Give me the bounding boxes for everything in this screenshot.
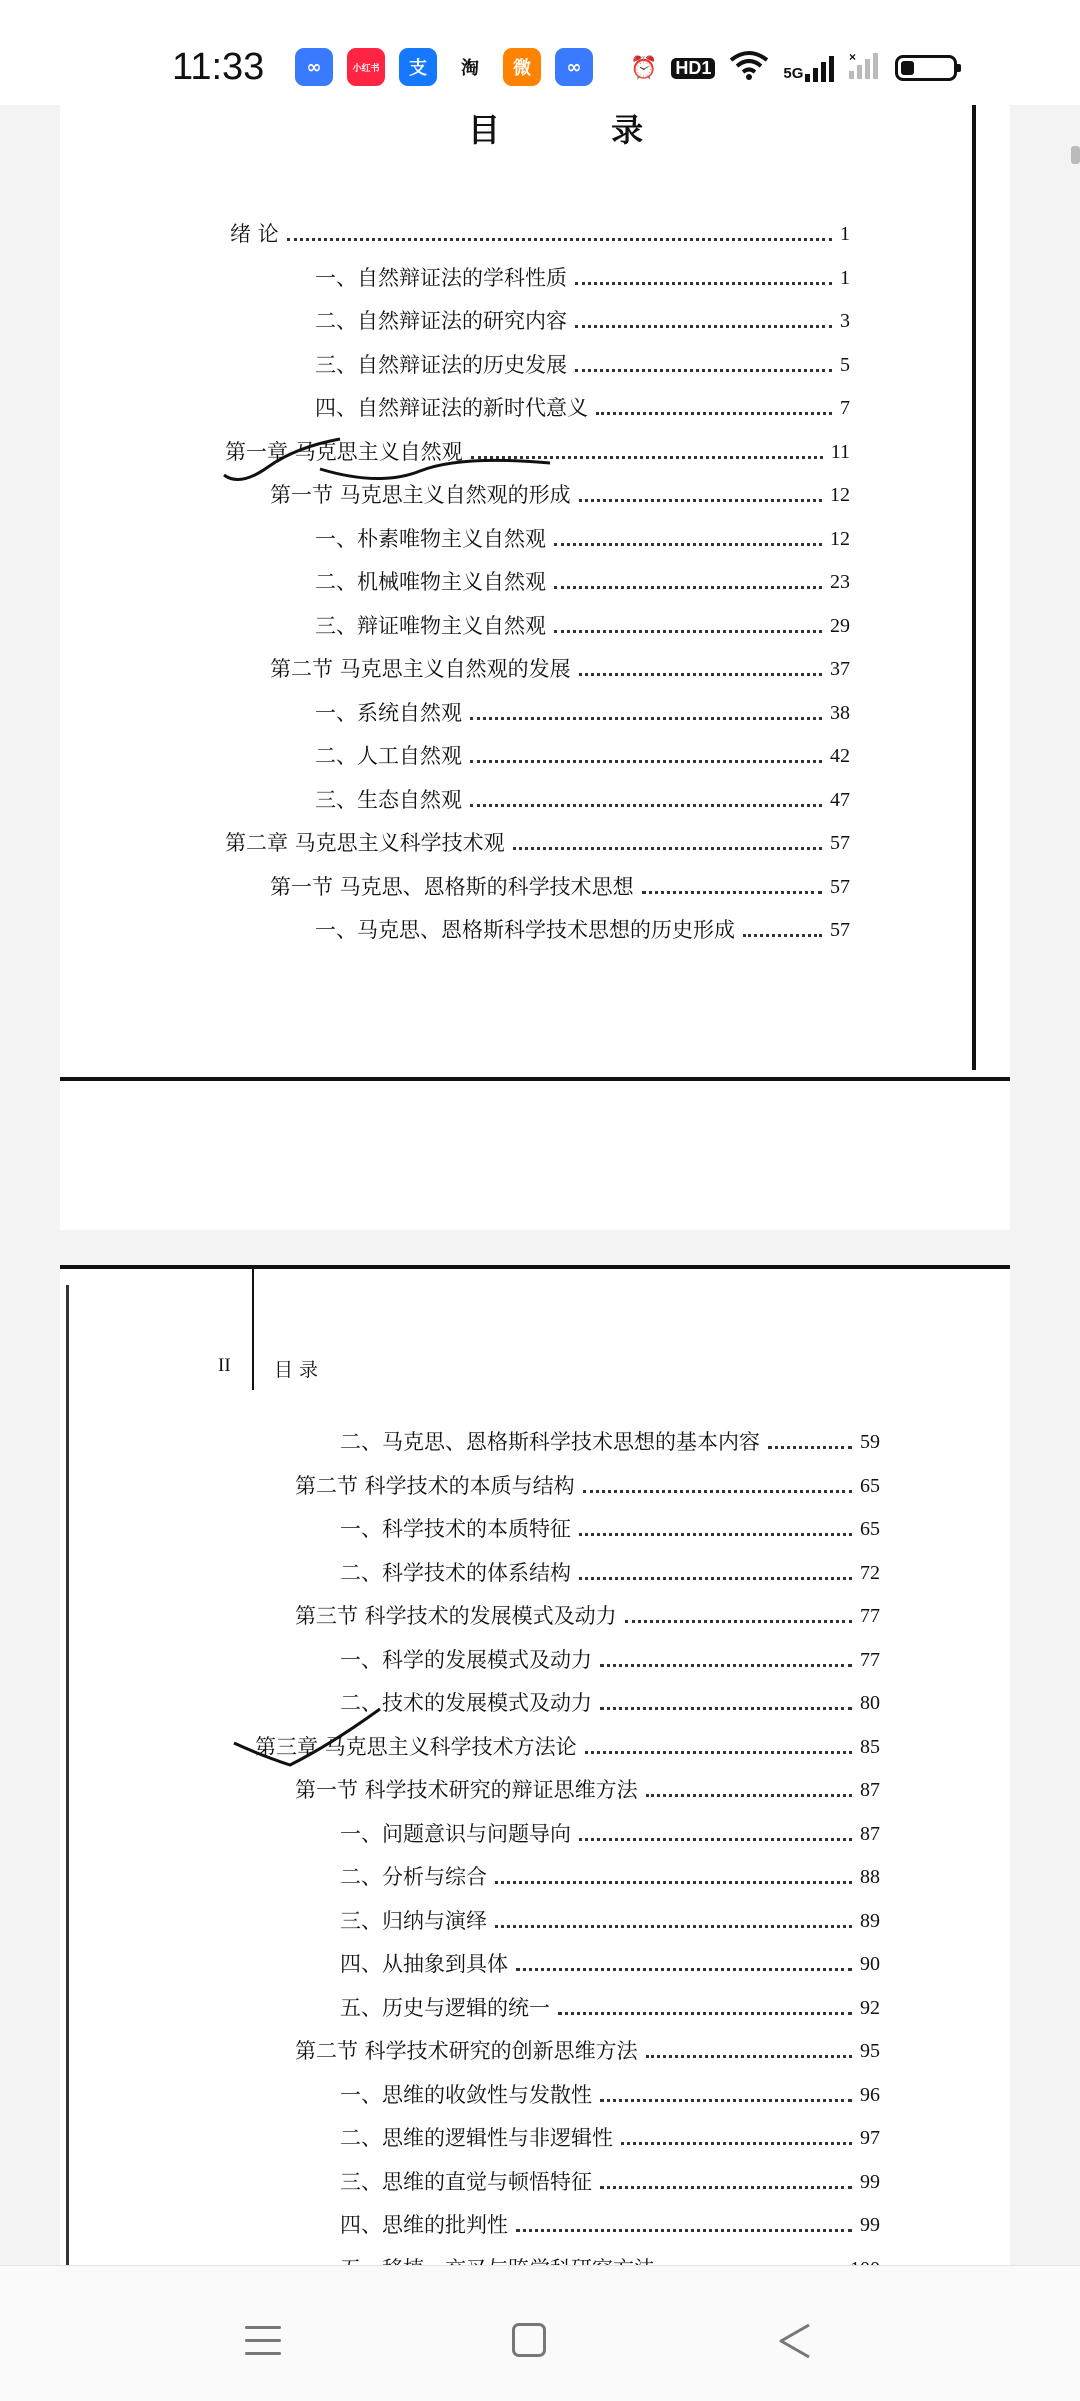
page-left-edge	[66, 1285, 69, 2265]
toc-entry[interactable]	[270, 860, 850, 900]
toc-entry[interactable]	[340, 2111, 880, 2151]
toc-entry-label: 一、朴素唯物主义自然观	[315, 526, 546, 551]
handwritten-mark-2	[230, 1705, 450, 1775]
menu-icon[interactable]	[245, 2326, 281, 2365]
toc-leader-dots	[516, 1968, 852, 1971]
toc-entry-label: 四、从抽象到具体	[340, 1952, 508, 1976]
toc-leader-dots	[558, 2012, 852, 2015]
toc-entry[interactable]	[295, 1459, 880, 1499]
toc-entry-page: 29	[830, 614, 850, 637]
toc-entry-page: 88	[860, 1866, 880, 1888]
toc-entry-label: 二、自然辩证法的研究内容	[315, 309, 567, 333]
toc-entry[interactable]	[315, 512, 850, 552]
toc-entry-page: 42	[830, 745, 850, 767]
toc-leader-dots	[646, 2055, 852, 2058]
baidu-netdisk-icon-2: ∞	[555, 48, 593, 86]
toc-entry-page: 23	[830, 571, 850, 593]
toc-entry-label: 二、思维的逻辑性与非逻辑性	[340, 2126, 613, 2150]
toc-entry[interactable]	[315, 773, 850, 813]
toc-leader-dots	[600, 1707, 852, 1710]
battery-icon	[895, 55, 957, 81]
toc-entry[interactable]	[315, 903, 850, 943]
toc-entry[interactable]	[340, 1981, 880, 2021]
toc-entry-page: 37	[830, 658, 850, 680]
toc-leader-dots	[470, 717, 822, 720]
back-icon[interactable]	[775, 2321, 815, 2361]
toc-entry-label: 一、马克思、恩格斯科学技术思想的历史形成	[315, 918, 735, 942]
page-border-top	[60, 1265, 1010, 1269]
page-border-right	[972, 105, 976, 1070]
system-icons	[630, 50, 957, 86]
toc-leader-dots	[516, 2229, 852, 2232]
toc-entry-page: 57	[830, 832, 850, 854]
toc-entry-label: 二、机械唯物主义自然观	[315, 570, 546, 594]
toc-leader-dots	[554, 630, 822, 633]
toc-leader-dots	[495, 1881, 852, 1884]
toc-entry-label: 第一节 马克思、恩格斯的科学技术思想	[270, 874, 634, 899]
toc-entry[interactable]	[315, 294, 850, 334]
toc-entry-label: 第三节 科学技术的发展模式及动力	[295, 1604, 617, 1628]
alarm-icon: ⏰	[630, 55, 658, 80]
toc-entry-page: 11	[830, 440, 850, 463]
toc-leader-dots	[470, 804, 822, 807]
toc-entry-label: 三、生态自然观	[315, 787, 462, 812]
toc-entry[interactable]	[340, 1850, 880, 1890]
clock: 11:33	[172, 46, 265, 88]
toc-entry-label: 三、自然辩证法的历史发展	[315, 352, 567, 377]
toc-entry-page: 57	[830, 919, 850, 941]
toc-leader-dots	[621, 2142, 852, 2145]
toc-entry[interactable]	[270, 642, 850, 682]
toc-entry[interactable]	[315, 599, 850, 639]
toc-entry[interactable]	[340, 2198, 880, 2238]
toc-leader-dots	[583, 1490, 852, 1493]
toc-entry-page: 1	[840, 266, 850, 289]
toc-leader-dots	[600, 2186, 852, 2189]
toc-entry[interactable]	[340, 1546, 880, 1586]
svg-text:×: ×	[849, 51, 857, 64]
toc-entry[interactable]	[225, 816, 850, 856]
toc-entry-page: 80	[860, 1692, 880, 1714]
toc-leader-dots	[625, 1620, 852, 1623]
document-page-2	[60, 1265, 1010, 2265]
toc-entry[interactable]	[340, 2155, 880, 2195]
toc-entry-label: 四、自然辩证法的新时代意义	[315, 396, 588, 420]
toc-entry-label: 第二章 马克思主义科学技术观	[225, 831, 505, 855]
toc-entry-page: 12	[830, 527, 850, 550]
network-type: 5G	[783, 65, 804, 82]
toc-leader-dots	[554, 586, 822, 589]
toc-entry[interactable]	[340, 1502, 880, 1542]
toc-leader-dots	[585, 1751, 852, 1754]
toc-entry-label: 绪 论	[230, 222, 279, 246]
toc-entry-label: 三、思维的直觉与顿悟特征	[340, 2169, 592, 2194]
toc-entry-page: 95	[860, 2040, 880, 2062]
toc-entry-label: 一、问题意识与问题导向	[340, 1821, 571, 1846]
toc-entry-label: 一、科学的发展模式及动力	[340, 1647, 592, 1672]
toc-entry-page: 47	[830, 788, 850, 811]
toc-entry-label: 一、科学技术的本质特征	[340, 1517, 571, 1541]
toc-entry-label: 第三章 马克思主义科学技术方法论	[255, 1734, 577, 1759]
toc-entry[interactable]	[340, 1894, 880, 1934]
page-spine-line	[252, 1265, 254, 1390]
toc-leader-dots	[579, 1577, 852, 1580]
toc-leader-dots	[646, 1794, 852, 1797]
toc-entry-label: 三、归纳与演绎	[340, 1908, 487, 1933]
toc-leader-dots	[596, 412, 832, 415]
toc-entry-page: 59	[860, 1431, 880, 1453]
toc-entry-page: 77	[860, 1605, 880, 1627]
toc-entry-page: 87	[860, 1779, 880, 1801]
toc-entry-label: 第一节 马克思主义自然观的形成	[270, 483, 571, 507]
toc-entry-label: 二、马克思、恩格斯科学技术思想的基本内容	[340, 1430, 760, 1454]
toc-entry-page: 90	[860, 1953, 880, 1975]
toc-entry-page: 72	[860, 1561, 880, 1584]
status-bar	[0, 0, 1080, 105]
toc-entry-label: 二、人工自然观	[315, 744, 462, 768]
toc-entry[interactable]	[315, 251, 850, 291]
toc-entry-page: 65	[860, 1518, 880, 1540]
toc-leader-dots	[743, 934, 822, 937]
hd-icon: HD1	[671, 58, 715, 79]
toc-entry-label: 二、科学技术的体系结构	[340, 1560, 571, 1585]
page-border-bottom	[60, 1077, 1010, 1081]
toc-entry[interactable]	[340, 1807, 880, 1847]
toc-entry-page: 96	[860, 2083, 880, 2106]
toc-entry-page: 65	[860, 1474, 880, 1497]
toc-leader-dots	[554, 543, 822, 546]
scrollbar-thumb[interactable]	[1071, 146, 1080, 164]
toc-entry-page: 77	[860, 1648, 880, 1671]
wifi-icon	[729, 50, 769, 86]
toc-leader-dots	[575, 369, 832, 372]
toc-entry-label: 一、系统自然观	[315, 700, 462, 725]
alipay-icon: 支	[399, 48, 437, 86]
toc-entry[interactable]	[315, 686, 850, 726]
toc-entry[interactable]	[295, 2024, 880, 2064]
toc-entry-page: 85	[860, 1735, 880, 1758]
toc-entry-page: 1	[840, 223, 850, 245]
toc-leader-dots	[513, 847, 822, 850]
signal-sim2-icon	[849, 51, 881, 85]
toc-entry[interactable]	[340, 1633, 880, 1673]
toc-entry[interactable]	[230, 207, 850, 247]
document-page-1	[60, 105, 1010, 1230]
toc-leader-dots	[600, 2099, 852, 2102]
toc-entry-label: 四、思维的批判性	[340, 2213, 508, 2237]
toc-entry-page: 99	[860, 2214, 880, 2236]
toc-leader-dots	[579, 499, 822, 502]
toc-title: 目 录	[468, 111, 694, 149]
toc-entry[interactable]	[340, 2068, 880, 2108]
toc-entry-page: 57	[830, 875, 850, 898]
navigation-bar	[0, 2265, 1080, 2401]
toc-entry-label: 五、历史与逻辑的统一	[340, 1995, 550, 2020]
toc-entry[interactable]	[340, 1937, 880, 1977]
toc-entry[interactable]	[315, 729, 850, 769]
toc-leader-dots	[579, 673, 822, 676]
toc-leader-dots	[575, 282, 832, 285]
toc-entry-label: 一、自然辩证法的学科性质	[315, 265, 567, 290]
toc-entry-label: 第二节 马克思主义自然观的发展	[270, 657, 571, 681]
toc-leader-dots	[575, 325, 832, 328]
taobao-icon: 淘	[451, 48, 489, 86]
toc-entry-page: 97	[860, 2127, 880, 2149]
toc-entry-label: 第二节 科学技术研究的创新思维方法	[295, 2039, 638, 2063]
toc-entry-label: 一、思维的收敛性与发散性	[340, 2082, 592, 2107]
toc-entry-page: 87	[860, 1822, 880, 1845]
toc-leader-dots	[579, 1533, 852, 1536]
toc-leader-dots	[768, 1446, 852, 1449]
toc-leader-dots	[470, 760, 822, 763]
toc-leader-dots	[600, 1664, 852, 1667]
toc-entry-page: 89	[860, 1909, 880, 1932]
handwritten-underline-1	[220, 425, 560, 495]
running-head-number: II	[218, 1355, 231, 1376]
toc-entry-page: 38	[830, 701, 850, 724]
toc-entry[interactable]	[340, 1415, 880, 1455]
toc-entry[interactable]	[315, 338, 850, 378]
toc-entry-label: 第一章 马克思主义自然观	[225, 439, 463, 464]
toc-entry-label: 二、分析与综合	[340, 1865, 487, 1889]
notification-icons	[295, 48, 593, 86]
toc-leader-dots	[287, 238, 832, 241]
toc-entry-page: 12	[830, 484, 850, 506]
toc-leader-dots	[642, 891, 822, 894]
running-head-title: 目 录	[274, 1359, 319, 1381]
toc-entry-page: 99	[860, 2170, 880, 2193]
toc-entry[interactable]	[295, 1589, 880, 1629]
toc-entry-page: 3	[840, 310, 850, 332]
signal-5g-icon	[783, 54, 835, 82]
weibo-icon: 微	[503, 48, 541, 86]
toc-entry-page: 7	[840, 397, 850, 419]
toc-entry-page: 5	[840, 353, 850, 376]
toc-entry-label: 第一节 科学技术研究的辩证思维方法	[295, 1778, 638, 1802]
toc-entry-label: 三、辩证唯物主义自然观	[315, 613, 546, 638]
baidu-netdisk-icon: ∞	[295, 48, 333, 86]
toc-entry-page: 92	[860, 1996, 880, 2019]
toc-leader-dots	[495, 1925, 852, 1928]
xiaohongshu-icon: 小红书	[347, 48, 385, 86]
toc-entry-label: 二、技术的发展模式及动力	[340, 1691, 592, 1715]
toc-entry[interactable]	[315, 381, 850, 421]
toc-leader-dots	[579, 1838, 852, 1841]
toc-entry-label: 第二节 科学技术的本质与结构	[295, 1473, 575, 1498]
home-icon[interactable]	[512, 2323, 546, 2357]
toc-entry[interactable]	[315, 555, 850, 595]
